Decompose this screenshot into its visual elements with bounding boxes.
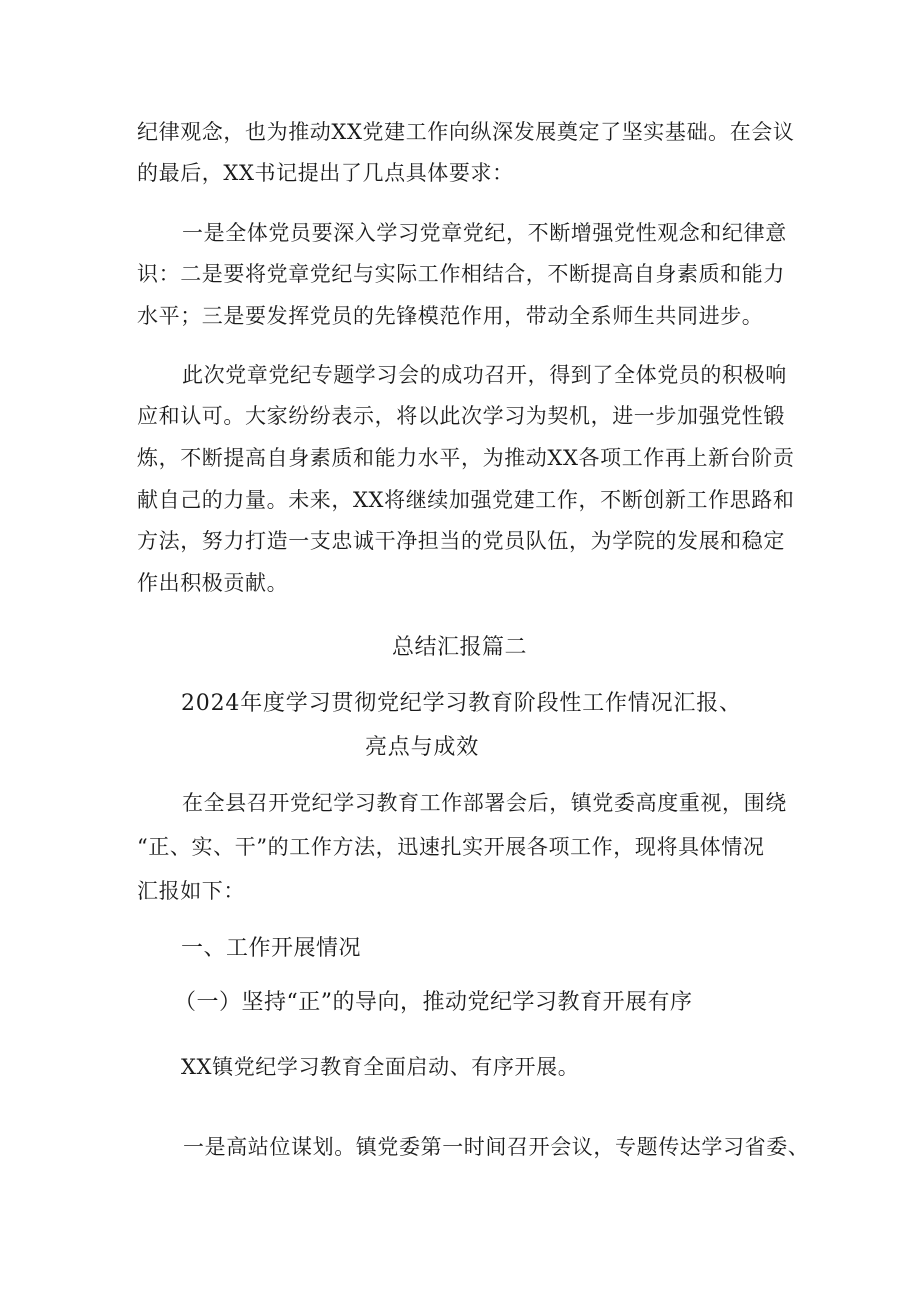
body-text-line: 一是高站位谋划。镇党委第一时间召开会议，专题传达学习省委、: [183, 1135, 810, 1159]
body-text-line: 此次党章党纪专题学习会的成功召开，得到了全体党员的积极响: [182, 363, 787, 387]
body-text-line: 方法，努力打造一支忠诚干净担当的党员队伍，为学院的发展和稳定: [137, 529, 785, 553]
body-text-line: 纪律观念，也为推动XX党建工作向纵深发展奠定了坚实基础。在会议: [137, 120, 795, 144]
section-title: 总结汇报篇二: [392, 635, 528, 660]
body-text-line: 的最后，XX书记提出了几点具体要求：: [137, 161, 514, 185]
body-text-line: 在全县召开党纪学习教育工作部署会后，镇党委高度重视，围绕: [182, 791, 787, 815]
body-text-line: XX镇党纪学习教育全面启动、有序开展。: [181, 1055, 580, 1079]
body-text-line: 水平；三是要发挥党员的先锋模范作用，带动全系师生共同进步。: [137, 304, 764, 328]
document-title-line: 2024年度学习贯彻党纪学习教育阶段性工作情况汇报、: [181, 691, 742, 716]
body-text-line: “正、实、干”的工作方法，迅速扎实开展各项工作，现将具体情况: [137, 835, 765, 859]
body-text-line: 作出积极贡献。: [137, 571, 289, 595]
body-text-line: 一是全体党员要深入学习党章党纪，不断增强党性观念和纪律意: [182, 221, 787, 245]
body-text-line: 识：二是要将党章党纪与实际工作相结合，不断提高自身素质和能力: [137, 262, 785, 286]
document-title-line: 亮点与成效: [365, 735, 480, 760]
body-text-line: 炼，不断提高自身素质和能力水平，为推动XX各项工作再上新台阶贡: [137, 446, 795, 470]
body-text-line: 献自己的力量。未来，XX将继续加强党建工作，不断创新工作思路和: [137, 488, 795, 512]
heading-level-1: 一、工作开展情况: [181, 936, 362, 961]
heading-level-2: （一）坚持“正”的导向，推动党纪学习教育开展有序: [174, 990, 693, 1015]
body-text-line: 汇报如下：: [137, 879, 245, 903]
body-text-line: 应和认可。大家纷纷表示，将以此次学习为契机，进一步加强党性锻: [137, 404, 785, 428]
